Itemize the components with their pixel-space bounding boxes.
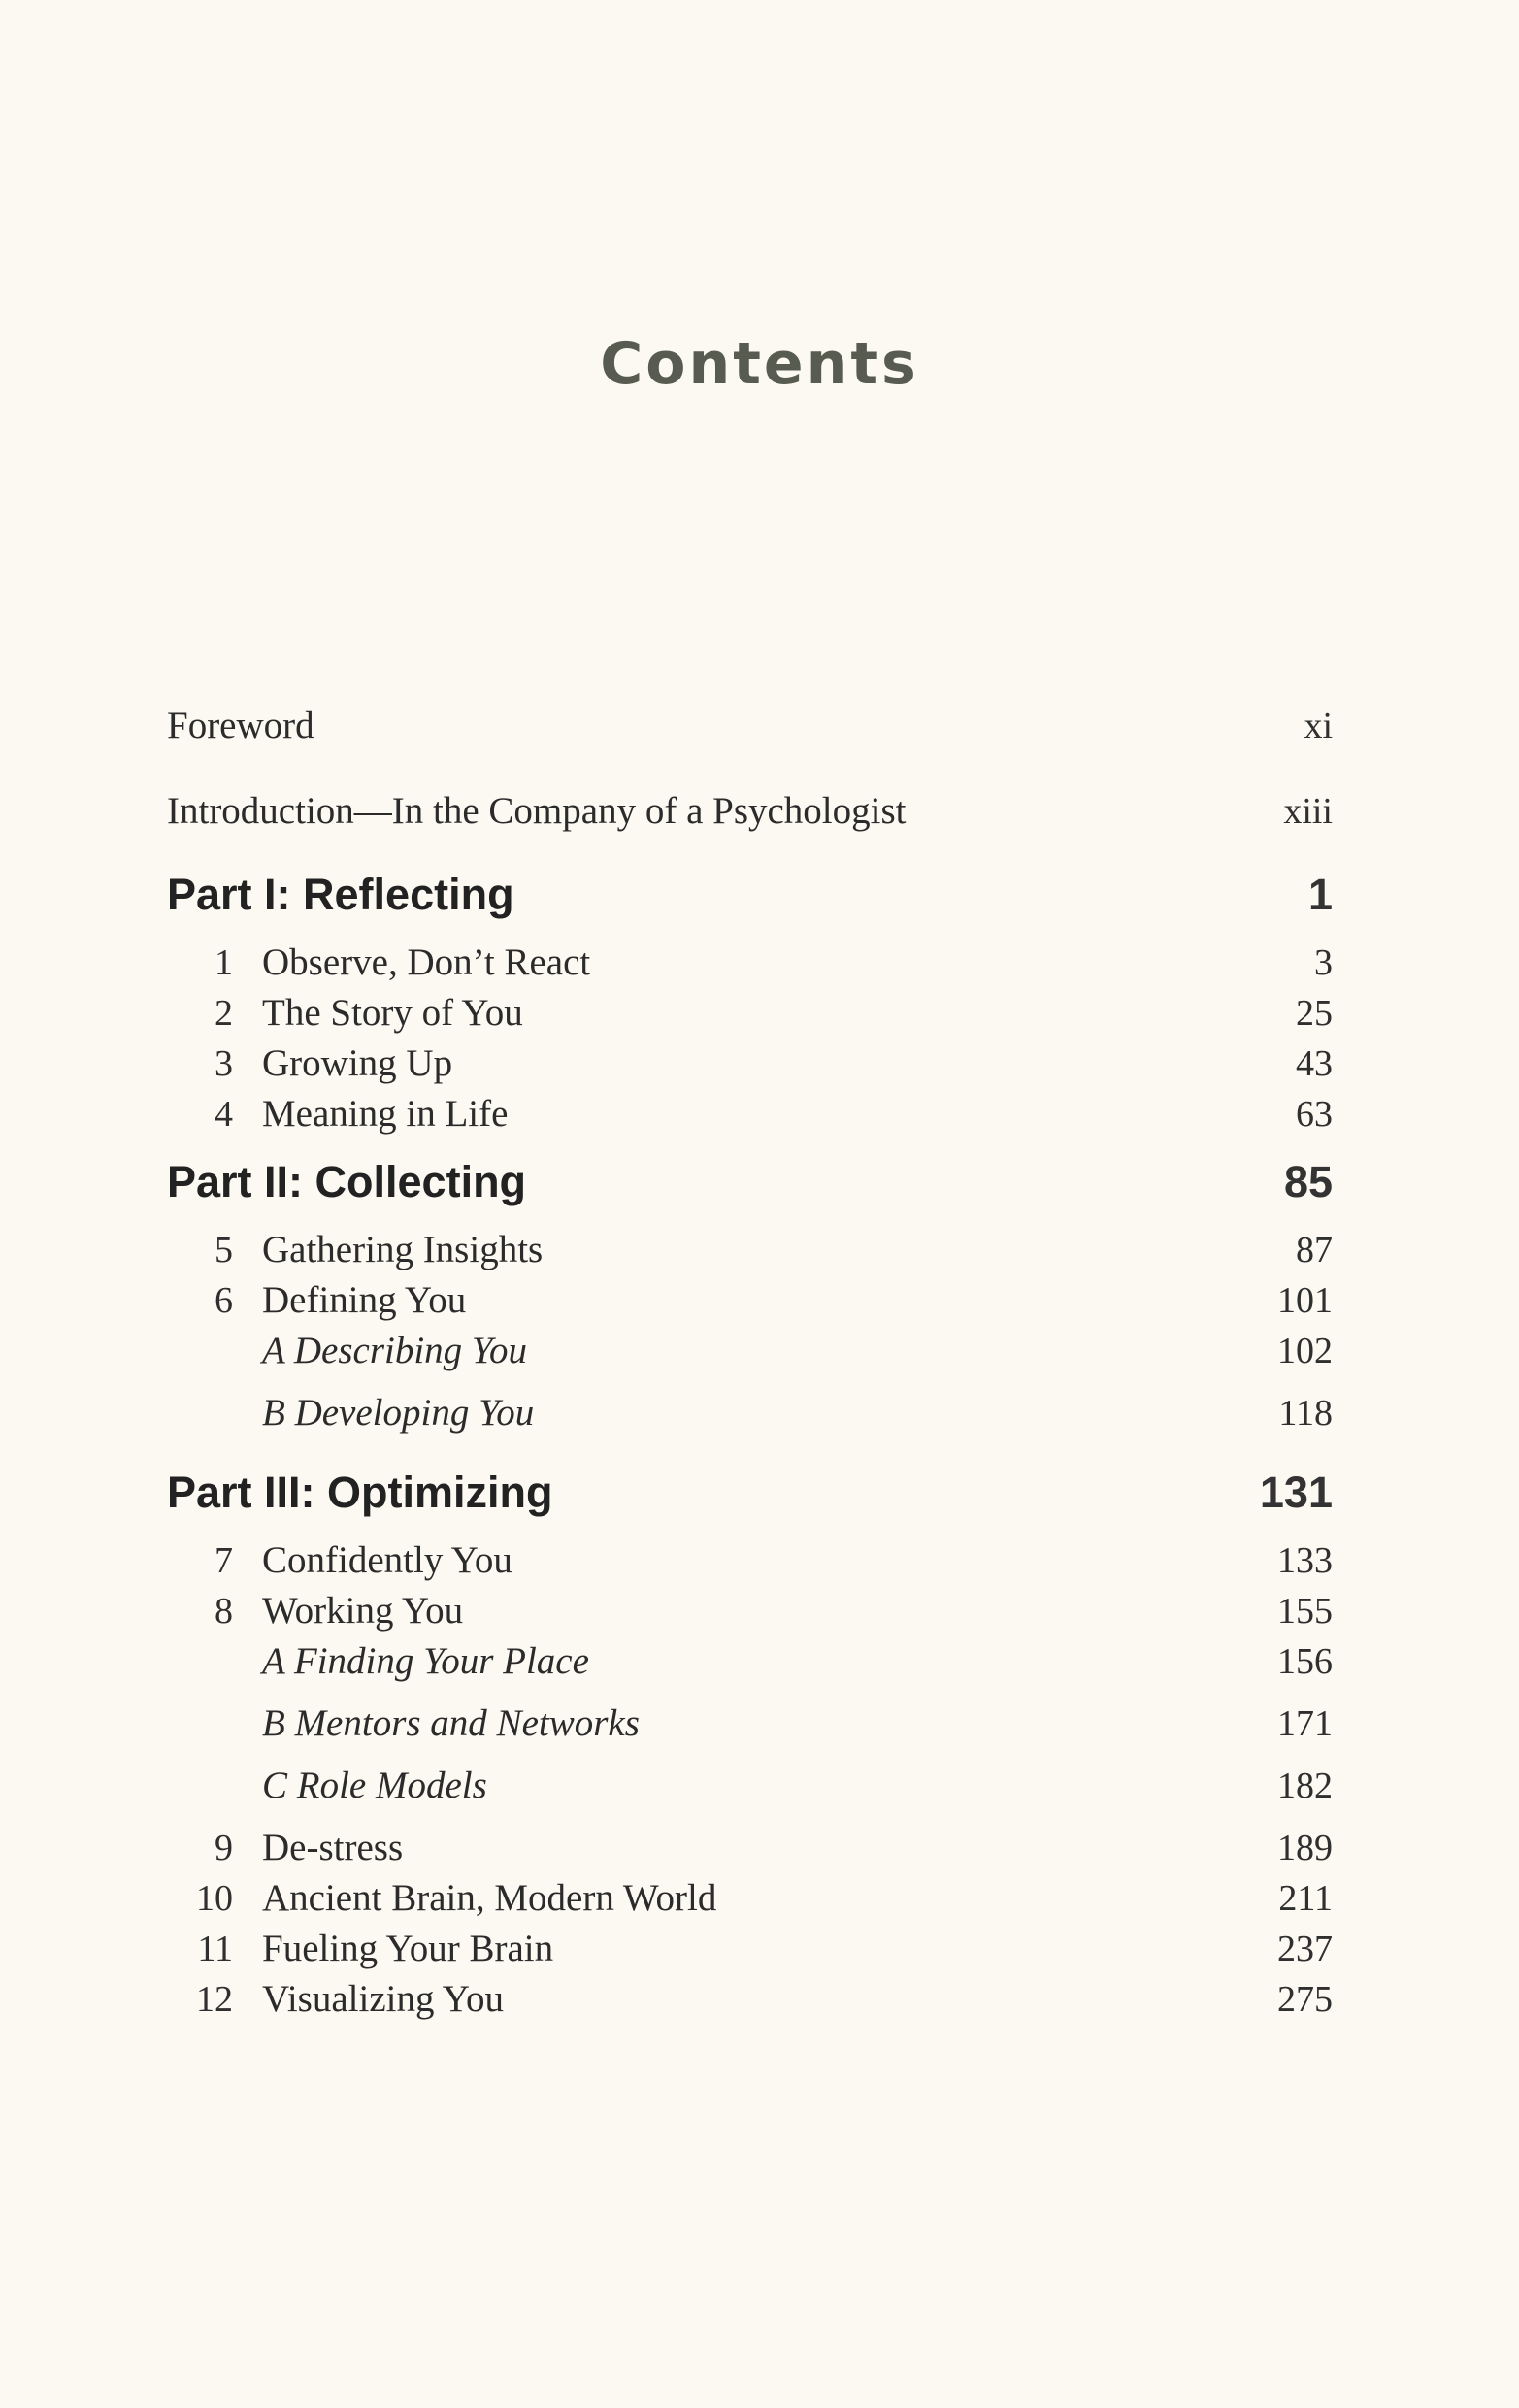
entry-title: Growing Up	[262, 1042, 453, 1084]
chapter-number: 11	[197, 1929, 233, 1969]
entry-title: Introduction—In the Company of a Psychologist	[167, 790, 907, 832]
toc-entry-front	[0, 786, 1519, 837]
toc-entry-part	[0, 864, 1519, 926]
page-number: 63	[1296, 1094, 1333, 1135]
entry-title: The Story of You	[262, 992, 523, 1034]
entry-title: Foreword	[167, 705, 314, 746]
page-number: 118	[1278, 1393, 1333, 1434]
toc-entry-chapter	[0, 1586, 1519, 1636]
chapter-number: 12	[196, 1979, 233, 2020]
entry-title: Part III: Optimizing	[167, 1468, 553, 1517]
entry-title: Part II: Collecting	[167, 1157, 527, 1206]
entry-title: Observe, Don’t React	[262, 941, 591, 983]
entry-title: Visualizing You	[262, 1978, 505, 2020]
page-number: 131	[1259, 1468, 1333, 1517]
chapter-number: 3	[215, 1043, 233, 1084]
entry-title: Defining You	[262, 1279, 467, 1321]
page-number: 102	[1277, 1331, 1333, 1371]
toc-entry-front	[0, 701, 1519, 751]
page-number: 211	[1278, 1878, 1333, 1919]
page-number: 85	[1283, 1157, 1333, 1206]
toc-entry-chapter	[0, 1823, 1519, 1873]
page-number: 155	[1277, 1591, 1333, 1632]
entry-title: Fueling Your Brain	[262, 1928, 554, 1969]
toc-entry-sub	[0, 1326, 1519, 1376]
toc-entry-chapter	[0, 1535, 1519, 1586]
page-number: 275	[1277, 1979, 1333, 2020]
page-number: 156	[1277, 1641, 1333, 1682]
toc-entry-chapter	[0, 1039, 1519, 1089]
toc-entry-chapter	[0, 1275, 1519, 1326]
toc-entry-chapter	[0, 1974, 1519, 2025]
page-number: 43	[1296, 1043, 1333, 1084]
toc-entry-sub	[0, 1388, 1519, 1438]
page-number: 25	[1296, 993, 1333, 1034]
entry-title: A Describing You	[262, 1330, 528, 1371]
toc-entry-chapter	[0, 1924, 1519, 1974]
toc-entry-chapter	[0, 1225, 1519, 1275]
toc-entry-sub	[0, 1761, 1519, 1811]
page-number: 237	[1277, 1929, 1333, 1969]
chapter-number: 9	[215, 1828, 233, 1868]
entry-title: Gathering Insights	[262, 1229, 544, 1270]
page-number: 101	[1277, 1280, 1333, 1321]
entry-title: Part I: Reflecting	[167, 870, 514, 919]
toc-entry-part	[0, 1151, 1519, 1213]
entry-title: Ancient Brain, Modern World	[262, 1877, 717, 1919]
page-number: 1	[1307, 870, 1333, 919]
page-number: 3	[1314, 942, 1333, 983]
toc-entry-chapter	[0, 1089, 1519, 1139]
chapter-number: 5	[215, 1230, 233, 1270]
page-number: xiii	[1283, 791, 1333, 832]
page-number: xi	[1304, 706, 1333, 746]
page-number: 87	[1296, 1230, 1333, 1270]
chapter-number: 1	[215, 942, 233, 983]
chapter-number: 6	[215, 1280, 233, 1321]
entry-title: Working You	[262, 1590, 464, 1632]
chapter-number: 4	[215, 1094, 233, 1135]
entry-title: Meaning in Life	[262, 1093, 509, 1135]
toc-entry-chapter	[0, 988, 1519, 1039]
entry-title: C Role Models	[262, 1765, 487, 1806]
entry-title: A Finding Your Place	[262, 1640, 589, 1682]
chapter-number: 7	[215, 1540, 233, 1581]
page-number: 189	[1277, 1828, 1333, 1868]
chapter-number: 8	[215, 1591, 233, 1632]
page-title: Contents	[600, 330, 919, 398]
chapter-number: 10	[196, 1878, 233, 1919]
toc-entry-chapter	[0, 1873, 1519, 1924]
page-number: 182	[1277, 1765, 1333, 1806]
page-number: 171	[1277, 1703, 1333, 1744]
toc-entry-part	[0, 1462, 1519, 1524]
toc-entry-chapter	[0, 938, 1519, 988]
toc-entry-sub	[0, 1699, 1519, 1749]
entry-title: B Mentors and Networks	[262, 1702, 640, 1744]
page-number: 133	[1277, 1540, 1333, 1581]
chapter-number: 2	[215, 993, 233, 1034]
entry-title: De-stress	[262, 1827, 404, 1868]
entry-title: B Developing You	[262, 1392, 535, 1434]
toc-entry-sub	[0, 1636, 1519, 1687]
entry-title: Confidently You	[262, 1539, 512, 1581]
